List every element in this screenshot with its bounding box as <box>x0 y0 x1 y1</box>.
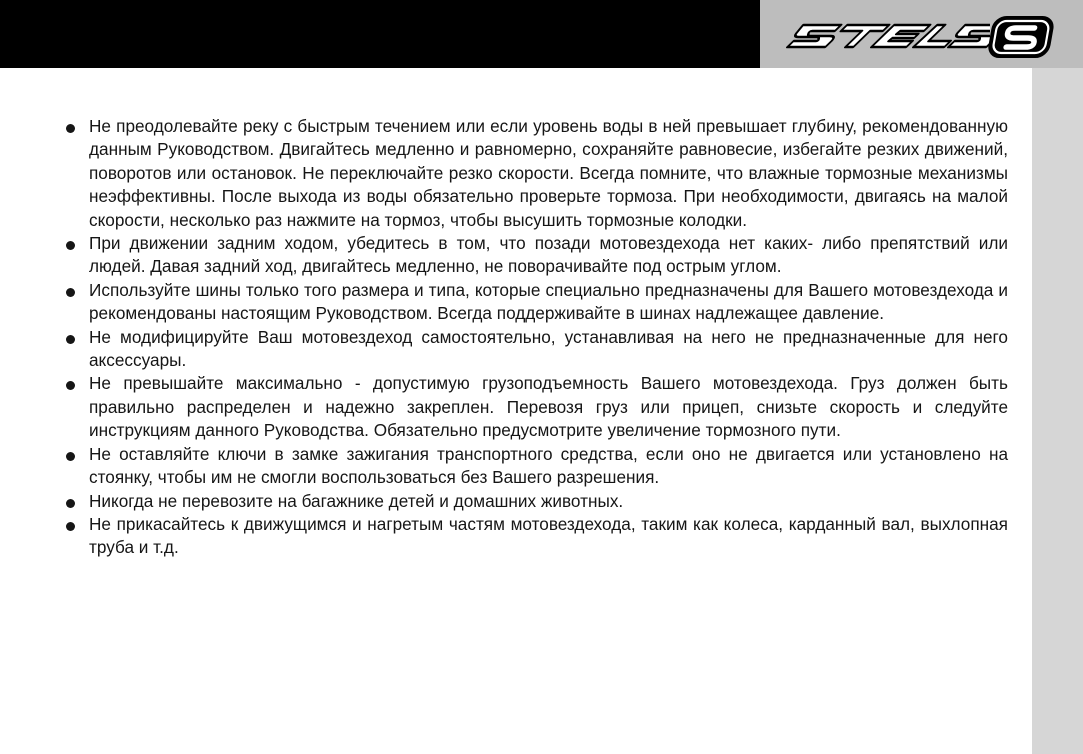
list-item <box>64 490 1008 513</box>
bullet-dot <box>66 452 75 461</box>
bullet-dot <box>66 124 75 133</box>
list-item-text: Никогда не перевозите на багажнике детей и домашних животных. <box>89 490 624 511</box>
stels-wordmark-logo <box>780 12 990 58</box>
list-item-text: При движении задним ходом, убедитесь в том, что позади мотовездехода нет каких- либо препятствий или людей. Давая задний ход, двигайтесь медленно, не поворачивайте под острым углом. <box>89 233 1008 277</box>
safety-bullet-list <box>64 115 1008 560</box>
bullet-dot <box>66 241 75 250</box>
list-item-text: Не оставляйте ключи в замке зажигания транспортного средства, если оно не двигается или установлено на стоянку, чтобы им не смогли воспользоваться без Вашего разрешения. <box>89 443 1008 488</box>
list-item <box>64 232 1008 279</box>
list-item <box>64 326 1008 373</box>
bullet-dot <box>66 522 75 531</box>
bullet-dot <box>66 499 75 508</box>
list-item <box>64 443 1008 490</box>
bullet-dot <box>66 288 75 297</box>
stels-emblem-logo <box>986 14 1058 60</box>
header-bar <box>0 0 760 68</box>
logo-panel <box>760 0 1083 68</box>
list-item-text: Не превышайте максимально - допустимую грузоподъемность Вашего мотовездехода. Груз должен быть правильно распределен и надежно закреплен. Перевозя груз или прицеп, снизьте скорость и следуйте инструкциям данного Руководства. Обязательно предусмотрите увеличение тормозного пути. <box>89 373 1008 441</box>
list-item-text: Не модифицируйте Ваш мотовездеход самостоятельно, устанавливая на него не предназначенные для него аксессуары. <box>89 326 1008 371</box>
bullet-dot <box>66 381 75 390</box>
side-strip <box>1032 68 1083 754</box>
bullet-dot <box>66 335 75 344</box>
list-item <box>64 279 1008 326</box>
list-item <box>64 372 1008 442</box>
list-item <box>64 513 1008 560</box>
list-item-text: Не преодолевайте реку с быстрым течением или если уровень воды в ней превышает глубину, рекомендованную данным Руководством. Двигайтесь медленно и равномерно, сохраняйте равновесие, избегайте резких движений, поворотов или остановок. Не переключайте резко скорости. Всегда помните, что влажные тормозные механизмы неэффективны. После выхода из воды обязательно проверьте тормоза. При необходимости, двигаясь на малой скорости, несколько раз нажмите на тормоз, чтобы высушить тормозные колодки. <box>89 116 1008 230</box>
list-item-text: Не прикасайтесь к движущимся и нагретым частям мотовездехода, таким как колеса, карданный вал, выхлопная труба и т.д. <box>89 513 1008 558</box>
list-item <box>64 115 1008 232</box>
list-item-text: Используйте шины только того размера и типа, которые специально предназначены для Вашего мотовездехода и рекомендованы настоящим Руководством. Всегда поддерживайте в шинах надлежащее давление. <box>89 279 1008 324</box>
